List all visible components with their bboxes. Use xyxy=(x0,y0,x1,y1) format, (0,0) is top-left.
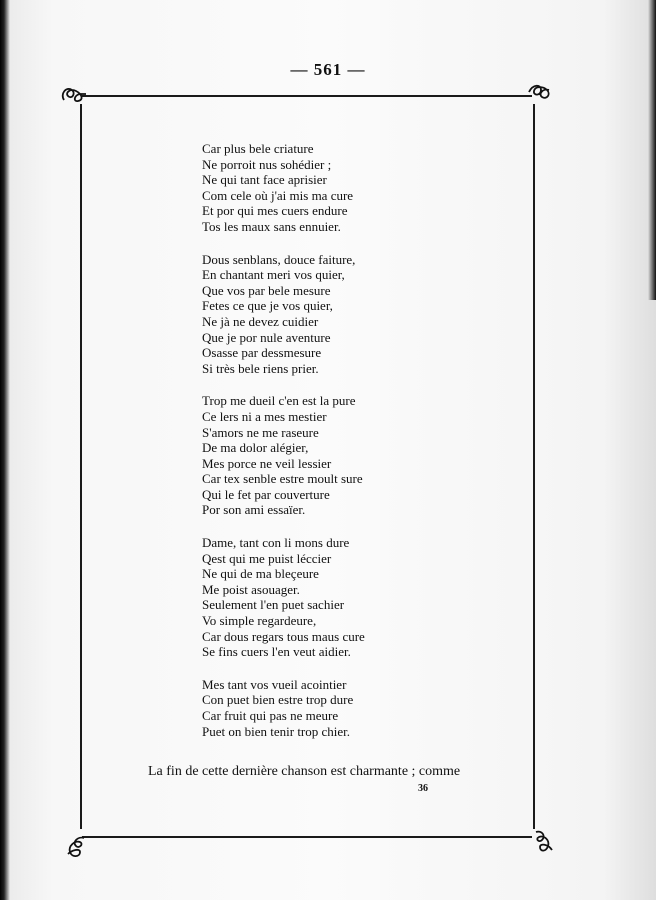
poem-body xyxy=(202,141,502,756)
corner-flourish-icon xyxy=(58,78,88,108)
signature-mark: 36 xyxy=(418,783,428,794)
stanza xyxy=(202,141,502,235)
poem-line: Ne jà ne devez cuidier xyxy=(202,313,319,329)
poem-line: Que vos par bele mesure xyxy=(202,282,331,298)
poem-line: Dous senblans, douce faiture, xyxy=(202,251,356,267)
poem-line: Mes porce ne veil lessier xyxy=(202,455,332,471)
poem-line: Puet on bien tenir trop chier. xyxy=(202,723,351,739)
stanza xyxy=(202,393,502,518)
poem-line: Me poist asouager. xyxy=(202,581,300,597)
poem-line: Que je por nule aventure xyxy=(202,329,331,345)
poem-line: Por son ami essaïer. xyxy=(202,502,306,518)
frame-top-rule xyxy=(82,95,532,97)
corner-flourish-icon xyxy=(525,76,555,106)
page-edge-shadow-left xyxy=(0,0,10,900)
poem-line: Et por qui mes cuers endure xyxy=(202,203,348,219)
poem-line: Qest qui me puist léccier xyxy=(202,550,332,566)
poem-line: Tos les maux sans ennuier. xyxy=(202,218,341,234)
frame-bottom-rule xyxy=(82,836,532,838)
poem-line: Con puet bien estre trop dure xyxy=(202,692,354,708)
poem-line: Ce lers ni a mes mestier xyxy=(202,408,327,424)
stanza xyxy=(202,535,502,660)
poem-line: Car dous regars tous maus cure xyxy=(202,628,365,644)
poem-line: Car plus bele criature xyxy=(202,141,314,156)
poem-line: Se fins cuers l'en veut aidier. xyxy=(202,644,351,660)
poem-line: Trop me dueil c'en est la pure xyxy=(202,393,356,409)
poem-line: Si très bele riens prier. xyxy=(202,360,319,376)
prose-line: La fin de cette dernière chanson est charmante ; comme xyxy=(148,764,461,779)
poem-line: Car tex senble estre moult sure xyxy=(202,471,363,487)
poem-line: Ne qui de ma bleçeure xyxy=(202,566,319,582)
corner-flourish-icon xyxy=(530,828,560,858)
poem-line: De ma dolor alégier, xyxy=(202,440,309,456)
page-edge-shadow-right xyxy=(648,0,656,300)
poem-line: Ne qui tant face aprisier xyxy=(202,172,327,188)
poem-line: En chantant meri vos quier, xyxy=(202,267,345,283)
stanza xyxy=(202,252,502,377)
poem-line: Com cele où j'ai mis ma cure xyxy=(202,187,354,203)
poem-line: Dame, tant con li mons dure xyxy=(202,535,350,551)
stanza xyxy=(202,677,502,739)
frame-right-rule xyxy=(533,104,535,829)
poem-line: Car fruit qui pas ne meure xyxy=(202,708,339,723)
poem-line: Vo simple regardeure, xyxy=(202,613,317,629)
frame-left-rule xyxy=(80,104,82,829)
page-number: — 561 — xyxy=(290,60,366,79)
poem-line: Ne porroit nus sohédier ; xyxy=(202,156,332,172)
poem-line: Osasse par dessmesure xyxy=(202,345,322,361)
poem-line: Qui le fet par couverture xyxy=(202,486,330,502)
poem-line: S'amors ne me raseure xyxy=(202,424,319,440)
poem-line: Fetes ce que je vos quier, xyxy=(202,298,333,314)
poem-line: Mes tant vos vueil acointier xyxy=(202,676,347,692)
corner-flourish-icon xyxy=(60,832,90,862)
poem-line: Seulement l'en puet sachier xyxy=(202,597,345,613)
